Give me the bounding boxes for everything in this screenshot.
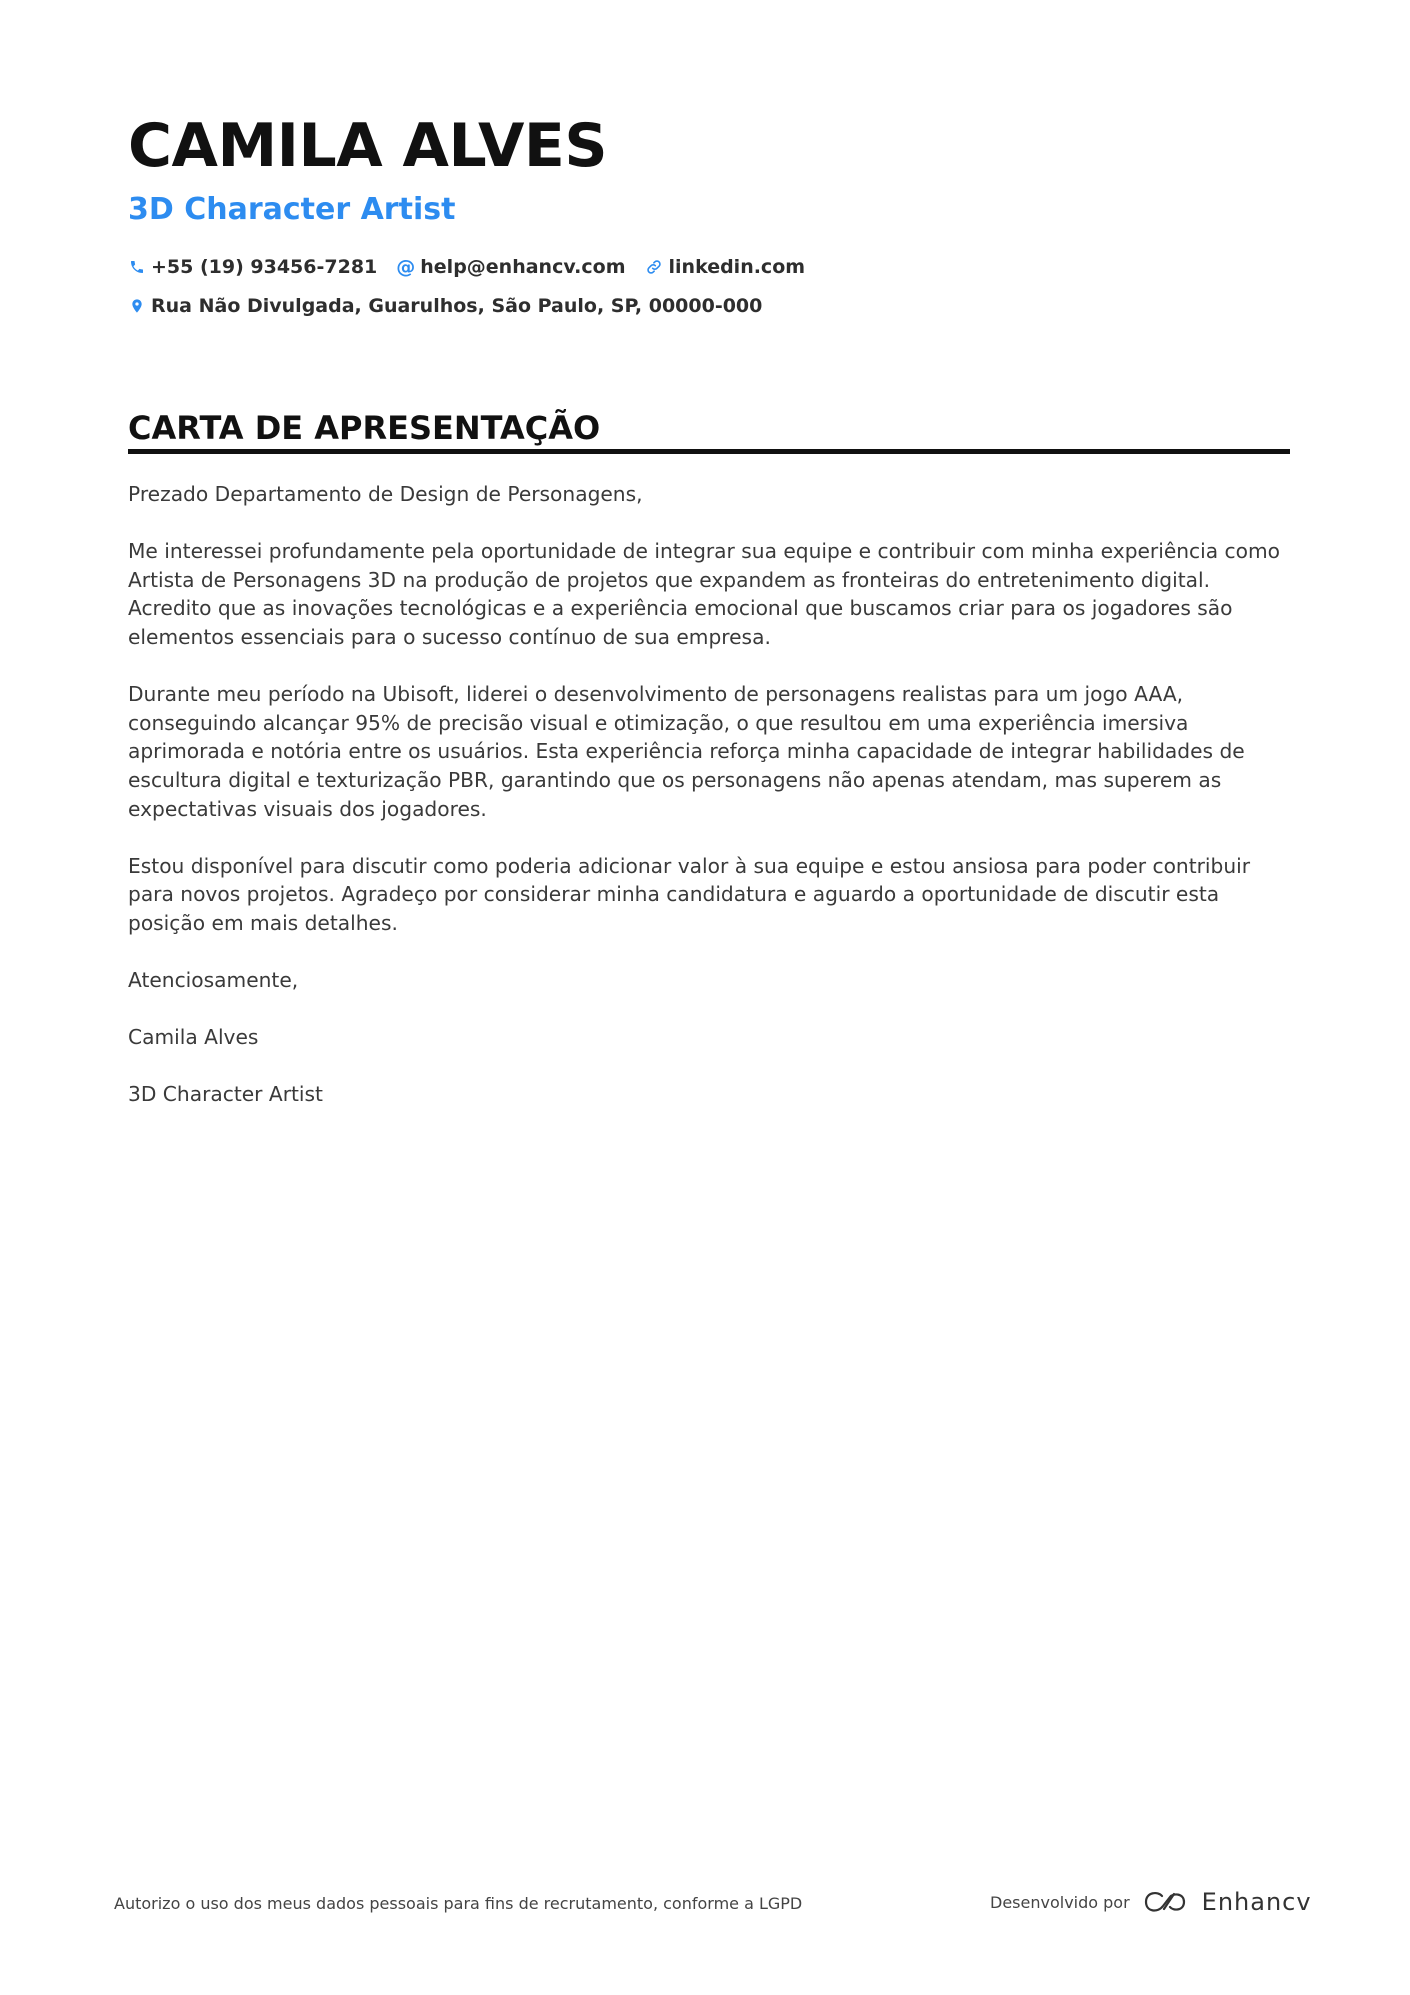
address-row	[128, 292, 782, 320]
letter-greeting: Prezado Departamento de Design de Personagens,	[128, 482, 643, 506]
at-icon: @	[396, 255, 416, 278]
candidate-role: 3D Character Artist	[128, 192, 456, 227]
powered-by[interactable]	[990, 1888, 1312, 1916]
link-value[interactable]: linkedin.com	[668, 256, 806, 278]
consent-note: Autorizo o uso dos meus dados pessoais para fins de recrutamento, conforme a LGPD	[114, 1894, 803, 1913]
location-pin-icon	[128, 298, 145, 315]
enhancv-brand-name[interactable]: Enhancv	[1201, 1888, 1312, 1916]
email-value[interactable]: help@enhancv.com	[420, 256, 626, 278]
letter-paragraph: Estou disponível para discutir como poderia adicionar valor à sua equipe e estou ansiosa para poder contribuir para novos projetos. Agradeço por considerar minha candidatura e aguardo a oportunidade de discutir esta posição em mais detalhes.	[128, 853, 1251, 935]
letter-closing: Atenciosamente,	[128, 968, 299, 993]
letter-body	[128, 480, 1292, 1138]
address-value: Rua Não Divulgada, Guarulhos, São Paulo, SP, 00000-000	[151, 295, 763, 317]
link-icon	[646, 259, 663, 276]
letter-paragraph: Durante meu período na Ubisoft, liderei o desenvolvimento de personagens realistas para um jogo AAA, conseguindo alcançar 95% de precisão visual e otimização, o que resultou em uma experiência imersiva aprimorada e notória entre os usuários. Esta experiência reforça minha capacidade de integrar habilidades de escultura digital e texturização PBR, garantindo que os personagens não apenas atendam, mas superem as expectativas visuais dos jogadores.	[128, 682, 1245, 821]
email-contact[interactable]	[397, 253, 625, 281]
section-title: CARTA DE APRESENTAÇÃO	[128, 409, 601, 447]
section-divider	[128, 449, 1290, 454]
phone-value: +55 (19) 93456-7281	[151, 256, 378, 278]
signature-name: Camila Alves	[128, 1025, 259, 1050]
phone-contact	[128, 253, 377, 281]
contact-row	[128, 253, 825, 281]
address-contact	[128, 292, 762, 320]
phone-icon	[128, 259, 145, 276]
enhancv-logo-icon	[1142, 1889, 1188, 1915]
candidate-name: CAMILA ALVES	[128, 111, 608, 181]
powered-by-label: Desenvolvido por	[990, 1892, 1130, 1912]
signature-role: 3D Character Artist	[128, 1082, 323, 1107]
letter-paragraph: Me interessei profundamente pela oportunidade de integrar sua equipe e contribuir com minha experiência como Artista de Personagens 3D na produção de projetos que expandem as fronteiras do entretenimento digital. Acredito que as inovações tecnológicas e a experiência emocional que buscamos criar para os jogadores são elementos essenciais para o sucesso contínuo de sua empresa.	[128, 539, 1281, 649]
link-contact[interactable]	[646, 253, 806, 281]
